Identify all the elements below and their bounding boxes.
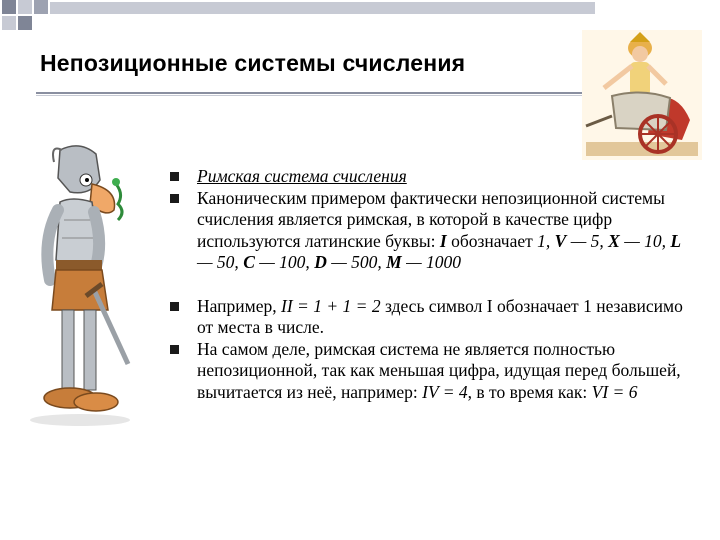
text-run: На самом деле, римская система не является полностью непозиционной, так как меньшая цифра, идущая перед большей, вычитается из неё, например:: [197, 338, 681, 402]
text-run: Например,: [197, 295, 281, 316]
bullet-text: [197, 166, 407, 186]
text-run: — 50,: [197, 252, 244, 272]
bullet-item: [168, 339, 688, 404]
bullet-text: [197, 339, 681, 402]
text-run: D: [314, 252, 327, 272]
top-band: [50, 2, 595, 14]
text-run: L: [670, 230, 682, 251]
bullet-item: [168, 166, 688, 188]
text-run: I: [439, 230, 447, 251]
bullet-square-icon: [170, 194, 179, 203]
text-run: IV = 4: [422, 381, 468, 402]
text-run: здесь символ I обозначает 1 независимо от места в числе.: [197, 295, 683, 337]
bullet-list: [168, 166, 688, 403]
title-underline-light: [36, 95, 596, 96]
text-run: C: [243, 252, 255, 272]
text-run: VI = 6: [591, 381, 638, 402]
text-run: M: [386, 252, 402, 272]
title-underline: [36, 92, 596, 94]
text-run: — 100,: [254, 252, 315, 272]
text-run: X: [608, 230, 620, 251]
text-run: обозначает: [446, 230, 538, 251]
text-run: V: [554, 230, 567, 251]
text-run: , в то время как:: [467, 381, 592, 402]
decor-square: [18, 16, 32, 30]
bullet-text: [197, 296, 683, 338]
text-run: Римская система счисления: [197, 166, 407, 186]
decor-square: [2, 0, 16, 14]
bullet-item: [168, 296, 688, 339]
text-run: II = 1 + 1 = 2: [281, 295, 381, 316]
bullet-square-icon: [170, 302, 179, 311]
slide-title: Непозиционные системы счисления: [40, 50, 466, 76]
knight-illustration: [20, 140, 135, 440]
text-run: — 5,: [566, 230, 609, 251]
bullet-item: [168, 188, 688, 274]
bullet-square-icon: [170, 345, 179, 354]
text-run: Каноническим примером фактически непозиционной системы счисления является римская, в которой в качестве цифр используются латинские буквы:: [197, 187, 665, 251]
chariot-illustration: [582, 30, 702, 160]
text-run: — 1000: [401, 252, 462, 272]
text-run: — 500,: [326, 252, 387, 272]
decor-square: [18, 0, 32, 14]
decor-square: [34, 0, 48, 14]
decor-square: [2, 16, 16, 30]
text-run: 1,: [537, 230, 555, 251]
text-run: — 10,: [619, 230, 671, 251]
bullet-square-icon: [170, 172, 179, 181]
bullet-text: [197, 188, 681, 273]
